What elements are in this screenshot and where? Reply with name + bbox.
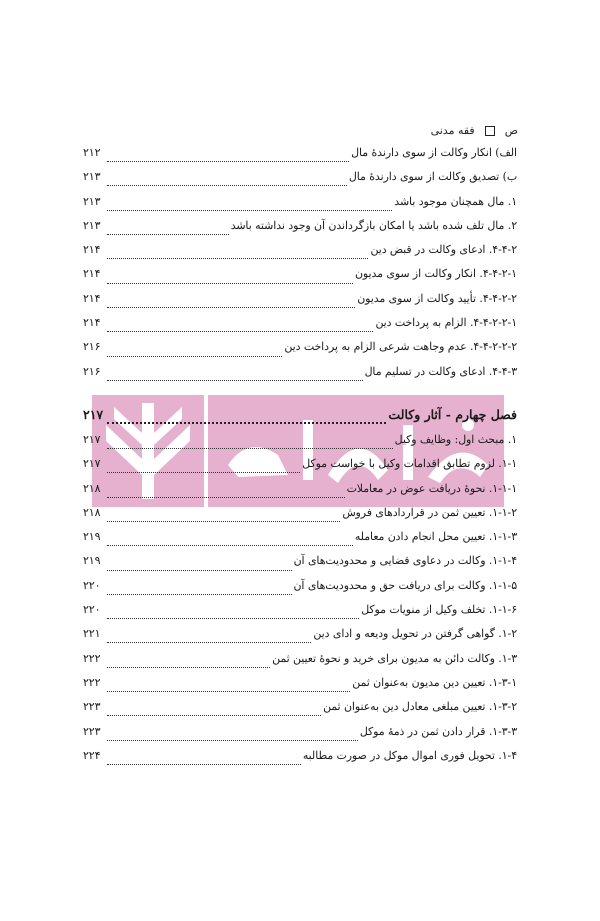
toc-entry-page: ۲۱۳ — [83, 194, 101, 208]
dot-leader — [107, 330, 373, 332]
toc-entry-title: ۴-۴-۲-۲-۲. عدم وجاهت شرعی الزام به پرداخت دین — [284, 340, 517, 354]
dot-leader — [107, 379, 363, 381]
toc-entry[interactable] — [83, 482, 517, 506]
chapter-title: فصل چهارم - آثار وکالت — [388, 406, 517, 422]
toc-entry[interactable] — [83, 506, 517, 530]
dot-leader — [107, 641, 311, 643]
toc-entry[interactable] — [83, 725, 517, 749]
toc-entry-title: ۱-۳-۲. تعیین مبلغی معادل دین به‌عنوان ثمن — [323, 700, 517, 714]
toc-entry-title: ۱-۱-۳. تعیین محل انجام دادن معامله — [354, 530, 517, 544]
toc-entry-page: ۲۲۳ — [83, 700, 101, 714]
toc-entry-page: ۲۲۱ — [83, 627, 101, 641]
toc-entry-title: ۱-۱-۵. وکالت برای دریافت حق و محدودیت‌های آن — [293, 578, 517, 592]
toc-entry-page: ۲۱۶ — [83, 364, 101, 378]
dot-leader — [107, 306, 355, 308]
toc-entry[interactable] — [83, 340, 517, 364]
toc-entry-page: ۲۱۴ — [83, 316, 101, 330]
dot-leader — [107, 666, 270, 668]
toc-entry-title: ب) تصدیق وکالت از سوی دارندۀ مال — [348, 170, 517, 184]
toc-entry[interactable] — [83, 579, 517, 603]
toc-entry[interactable] — [83, 365, 517, 389]
toc-entry[interactable] — [83, 627, 517, 651]
dot-leader — [107, 739, 358, 741]
dot-leader — [107, 593, 292, 595]
toc-entry[interactable] — [83, 652, 517, 676]
dot-leader — [107, 544, 353, 546]
dot-leader — [107, 233, 229, 235]
table-of-contents — [83, 146, 517, 773]
toc-entry[interactable] — [83, 554, 517, 578]
toc-entry-title: ۴-۴-۲-۲-۱. الزام به پرداخت دین — [375, 316, 517, 330]
toc-entry-page: ۲۲۰ — [83, 578, 101, 592]
page-label: ص — [504, 124, 518, 137]
toc-entry-title: ۱-۲. گواهی گرفتن در تحویل ودیعه و ادای دین — [313, 627, 517, 641]
dot-leader — [107, 763, 301, 765]
toc-entry-page: ۲۱۹ — [83, 530, 101, 544]
toc-entry-title: ۱-۱-۴. وکالت در دعاوی قضایی و محدودیت‌های آن — [293, 554, 517, 568]
toc-entry[interactable] — [83, 219, 517, 243]
dot-leader — [107, 714, 321, 716]
toc-entry[interactable] — [83, 749, 517, 773]
toc-entry-title: ۴-۴-۳. ادعای وکالت در تسلیم مال — [364, 364, 517, 378]
dot-leader — [107, 160, 349, 162]
toc-entry[interactable] — [83, 243, 517, 267]
dot-leader — [107, 471, 300, 473]
toc-entry[interactable] — [83, 170, 517, 194]
toc-entry[interactable] — [83, 316, 517, 340]
toc-entry-page: ۲۱۴ — [83, 267, 101, 281]
toc-entry-page: ۲۱۶ — [83, 340, 101, 354]
toc-entry[interactable] — [83, 433, 517, 457]
dot-leader — [107, 257, 368, 259]
toc-entry-title: ۴-۴-۲-۱. انکار وکالت از سوی مدیون — [354, 267, 517, 281]
toc-entry-page: ۲۱۸ — [83, 481, 101, 495]
dot-leader — [107, 355, 282, 357]
toc-entry[interactable] — [83, 457, 517, 481]
dot-leader — [107, 209, 392, 211]
toc-entry[interactable] — [83, 700, 517, 724]
toc-entry-page: ۲۱۸ — [83, 505, 101, 519]
toc-entry-page: ۲۱۴ — [83, 291, 101, 305]
toc-entry-page: ۲۱۳ — [83, 218, 101, 232]
toc-entry-page: ۲۲۴ — [83, 748, 101, 762]
section-gap — [83, 389, 517, 407]
toc-entry-page: ۲۱۷ — [83, 432, 101, 446]
dot-leader — [107, 184, 347, 186]
toc-entry-title: ۴-۴-۲. ادعای وکالت در قبض دین — [370, 243, 517, 257]
chapter-heading[interactable] — [83, 407, 517, 433]
toc-entry-page: ۲۲۰ — [83, 603, 101, 617]
toc-entry[interactable] — [83, 530, 517, 554]
dot-leader — [107, 617, 359, 619]
toc-entry-title: ۱-۳. وکالت دائن به مدیون برای خرید و نحوۀ تعیین ثمن — [272, 651, 517, 665]
toc-entry-title: ۱-۱-۶. تخلف وکیل از منویات موکل — [361, 603, 517, 617]
dot-leader — [107, 690, 350, 692]
toc-entry-title: ۴-۴-۲-۲. تأیید وکالت از سوی مدیون — [357, 291, 517, 305]
toc-entry[interactable] — [83, 146, 517, 170]
toc-entry-title: ۱-۳-۱. تعیین دین مدیون به‌عنوان ثمن — [352, 675, 517, 689]
dot-leader — [107, 421, 386, 424]
toc-entry-page: ۲۱۲ — [83, 146, 101, 159]
dot-leader — [107, 282, 353, 284]
toc-entry-page: ۲۱۹ — [83, 554, 101, 568]
toc-entry-title: ۱-۴. تحویل فوری اموال موکل در صورت مطالبه — [302, 748, 517, 762]
toc-entry-title: ۲. مال تلف شده باشد یا امکان بازگرداندن آن وجود نداشته باشد — [230, 218, 517, 232]
running-header — [78, 124, 518, 137]
dot-leader — [107, 447, 393, 449]
toc-entry[interactable] — [83, 603, 517, 627]
toc-entry-page: ۲۱۳ — [83, 170, 101, 184]
toc-entry-page: ۲۲۲ — [83, 651, 101, 665]
toc-entry-title: ۱. مبحث اول: وظایف وکیل — [394, 432, 517, 446]
toc-entry[interactable] — [83, 267, 517, 291]
chapter-page: ۲۱۷ — [83, 406, 104, 422]
toc-entry-title: ۱. مال همچنان موجود باشد — [394, 194, 517, 208]
toc-entry[interactable] — [83, 195, 517, 219]
toc-entry-page: ۲۱۷ — [83, 457, 101, 471]
dot-leader — [107, 569, 292, 571]
toc-entry-title: ۱-۱-۱. نحوۀ دریافت عوض در معاملات — [346, 481, 517, 495]
dot-leader — [107, 520, 340, 522]
square-icon — [485, 126, 495, 136]
toc-entry-page: ۲۲۲ — [83, 675, 101, 689]
toc-entry-page: ۲۲۳ — [83, 724, 101, 738]
dot-leader — [107, 496, 345, 498]
book-title: فقه مدنی — [430, 124, 475, 137]
toc-entry-title: الف) انکار وکالت از سوی دارندۀ مال — [351, 146, 517, 159]
toc-entry-title: ۱-۱. لزوم تطابق اقدامات وکیل با خواست موکل — [302, 457, 517, 471]
toc-entry[interactable] — [83, 676, 517, 700]
toc-entry-page: ۲۱۴ — [83, 243, 101, 257]
toc-entry-title: ۱-۳-۳. قرار دادن ثمن در ذمۀ موکل — [359, 724, 517, 738]
toc-entry-title: ۱-۱-۲. تعیین ثمن در قراردادهای فروش — [342, 505, 517, 519]
toc-entry[interactable] — [83, 292, 517, 316]
